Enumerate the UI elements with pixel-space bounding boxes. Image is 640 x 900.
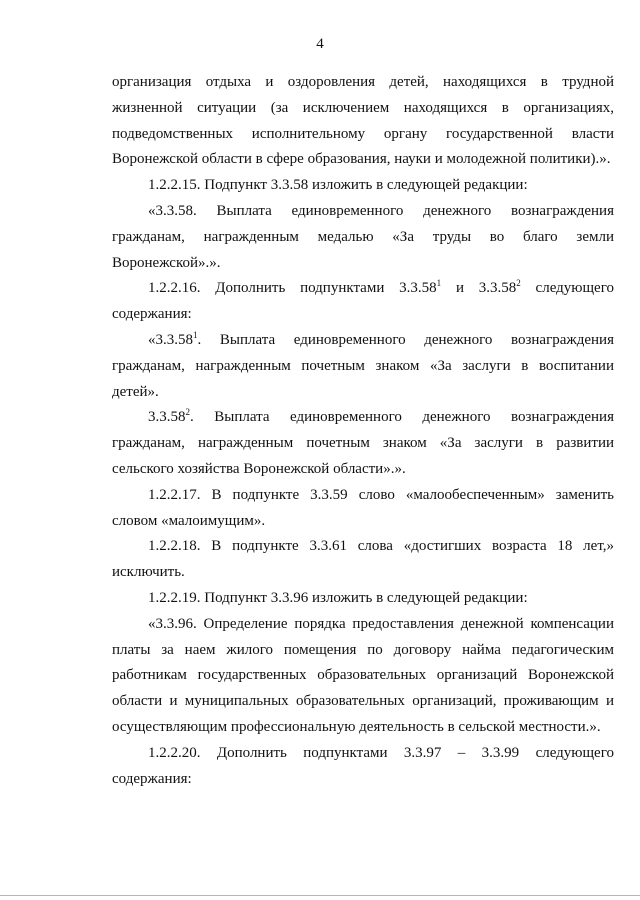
paragraph-1-2-2-19: 1.2.2.19. Подпункт 3.3.96 изложить в следующей редакции: [148, 589, 528, 606]
paragraph-3-3-58-1 [112, 328, 614, 405]
paragraph-1-2-2-18: 1.2.2.18. В подпункте 3.3.61 слова «достигших возраста 18 лет,» исключить. [112, 538, 614, 581]
paragraph-text: «3.3.58 [148, 331, 193, 348]
superscript-index: 1 [436, 278, 442, 289]
paragraph-1-2-2-15: 1.2.2.15. Подпункт 3.3.58 изложить в следующей редакции: [148, 177, 528, 194]
paragraph-1-2-2-17: 1.2.2.17. В подпункте 3.3.59 слово «малообеспеченным» заменить словом «малоимущим». [112, 486, 614, 529]
page-number: 4 [316, 36, 324, 52]
superscript-index: 1 [193, 329, 198, 340]
paragraph-text: и 3.3.58 [441, 280, 517, 297]
paragraph-3-3-58-2 [112, 405, 614, 482]
paragraph-3-3-58: «3.3.58. Выплата единовременного денежного вознаграждения гражданам, награжденным медалью «За труды во благо земли Воронежской».». [112, 202, 614, 271]
document-body [112, 70, 614, 792]
page-bottom-edge [0, 895, 640, 896]
paragraph-text: . Выплата единовременного денежного вознаграждения гражданам, награжденным почетным знаком «За заслуги в воспитании детей». [112, 331, 614, 400]
superscript-index: 2 [516, 278, 521, 289]
paragraph-text: следующего содержания: [112, 280, 614, 323]
paragraph-1-2-2-20: 1.2.2.20. Дополнить подпунктами 3.3.97 – 3.3.99 следующего содержания: [112, 744, 614, 787]
superscript-index: 2 [185, 407, 190, 418]
paragraph-text: . Выплата единовременного денежного вознаграждения гражданам, награжденным почетным знаком «За заслуги в развитии сельского хозяйства Воронежской области».». [112, 409, 614, 477]
paragraph-3-3-96: «3.3.96. Определение порядка предоставления денежной компенсации платы за наем жилого помещения по договору найма педагогическим работникам государственных образовательных организаций Воронежской области и муниципальных образовательных организаций, проживающим и осуществляющим профессиональную деятельность в сельской местности.». [112, 615, 614, 735]
paragraph-continuation: организация отдыха и оздоровления детей, находящихся в трудной жизненной ситуации (за исключением находящихся в организациях, подведомственных исполнительному органу государственной власти Воронежской области в сфере образования, науки и молодежной политики).». [112, 74, 614, 168]
paragraph-text: 1.2.2.16. Дополнить подпунктами 3.3.58 [148, 280, 437, 297]
paragraph-1-2-2-16 [112, 276, 614, 328]
paragraph-text: 3.3.58 [148, 409, 186, 426]
